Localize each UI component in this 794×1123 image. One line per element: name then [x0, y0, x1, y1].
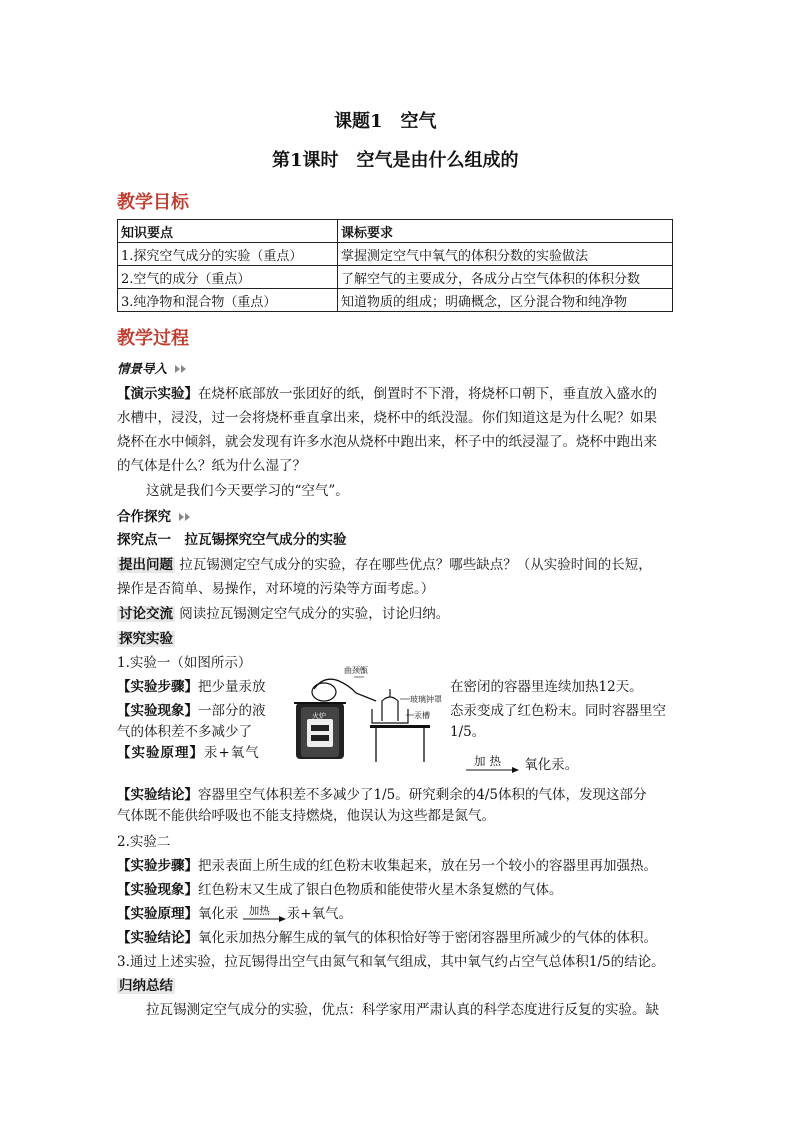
table-header: 知识要点	[118, 220, 338, 243]
table-cell: 2.空气的成分（重点）	[118, 266, 338, 289]
double-arrow-icon	[174, 364, 188, 374]
discuss-label: 讨论交流	[119, 606, 173, 622]
table-cell: 知道物质的组成；明确概念，区分混合物和纯净物	[338, 289, 673, 312]
exp2-principle-label: 【实验原理】	[117, 906, 198, 922]
page-title: 课题1 空气	[334, 111, 437, 132]
explore-label	[117, 627, 175, 651]
explore-label-text: 探究实验	[119, 631, 173, 647]
fig-label-mercury-trough: 汞槽	[414, 711, 430, 720]
exp2-phen-line	[117, 878, 563, 902]
exp1-phen-left-text: 一部分的液	[198, 703, 266, 719]
double-arrow-icon	[178, 512, 192, 522]
exp1-phen2-right: 1/5。	[450, 724, 486, 740]
table-cell: 1.探究空气成分的实验（重点）	[118, 243, 338, 266]
table-cell: 了解空气的主要成分，各成分占空气体积的体积分数	[338, 266, 673, 289]
coop-label	[117, 505, 192, 529]
intro-label-text: 情景导入	[117, 361, 168, 376]
heat-arrow	[466, 753, 520, 776]
exp2-phen-label: 【实验现象】	[117, 882, 198, 898]
exp1-principle-right: 氧化汞。	[524, 757, 579, 773]
exp1-phen-right: 态汞变成了红色粉末。同时容器里空	[450, 703, 666, 719]
exp1-steps-label: 【实验步骤】	[117, 679, 198, 695]
exp1-conc-text-1: 容器里空气体积差不多减少了1/5。研究剩余的4/5体积的气体，发现这部分	[198, 787, 647, 803]
demo-label: 【演示实验】	[117, 386, 198, 402]
question-line-2: 操作是否简单、易操作，对环境的污染等方面考虑。）	[117, 581, 435, 597]
apparatus-figure	[284, 667, 442, 765]
table-header-row	[118, 220, 673, 243]
summary-label-text: 归纳总结	[119, 978, 173, 994]
exp1-reaction	[466, 753, 578, 777]
exp1-conc-label: 【实验结论】	[117, 787, 198, 803]
demo-line-1	[117, 382, 657, 406]
table-cell: 掌握测定空气中氧气的体积分数的实验做法	[338, 243, 673, 266]
reaction-arrow-icon	[466, 766, 520, 774]
table-cell: 3.纯净物和混合物（重点）	[118, 289, 338, 312]
exp2-steps-line	[117, 854, 657, 878]
question-text-1: 拉瓦锡测定空气成分的实验，存在哪些优点？哪些缺点？（从实验时间的长短，	[179, 557, 652, 573]
conclusion-line-3: 3.通过上述实验，拉瓦锡得出空气由氮气和氧气组成，其中氧气约占空气总体积1/5的结论。	[117, 954, 665, 970]
exp2-title: 2.实验二	[117, 834, 171, 850]
exp2-steps-text: 把汞表面上所生成的红色粉末收集起来，放在另一个较小的容器里再加强热。	[198, 858, 657, 874]
question-line-1	[117, 553, 652, 577]
demo-line-4: 的气体是什么？纸为什么湿了？	[117, 458, 306, 474]
question-label: 提出问题	[119, 557, 173, 573]
table-row	[118, 243, 673, 266]
discuss-line	[117, 602, 449, 626]
page-subtitle: 第1课时 空气是由什么组成的	[272, 150, 519, 171]
demo-line-3: 烧杯在水中倾斜，就会发现有许多水泡从烧杯中跑出来，杯子中的纸浸湿了。烧杯中跑出来	[117, 434, 657, 450]
exp1-principle-left-text: 汞+氧气	[204, 745, 260, 761]
exp1-principle-left	[117, 741, 260, 765]
exp1-steps-left-text: 把少量汞放	[198, 679, 266, 695]
summary-text: 拉瓦锡测定空气成分的实验，优点：科学家用严肃认真的科学态度进行反复的实验。缺	[146, 1002, 659, 1018]
goals-table	[117, 219, 673, 312]
exp1-phen-label: 【实验现象】	[117, 703, 198, 719]
exp2-principle-left: 氧化汞	[198, 906, 239, 922]
discuss-text: 阅读拉瓦锡测定空气成分的实验，讨论归纳。	[179, 606, 450, 622]
demo-line-5: 这就是我们今天要学习的“空气”。	[146, 483, 349, 499]
exp1-conc-line-2: 气体既不能供给呼吸也不能支持燃烧，他误认为这些都是氮气。	[117, 808, 495, 824]
exp2-conc-line	[117, 926, 657, 950]
exp2-steps-label: 【实验步骤】	[117, 858, 198, 874]
demo-line-2: 水槽中，浸没，过一会将烧杯垂直拿出来，烧杯中的纸没湿。你们知道这是为什么呢？如果	[117, 410, 657, 426]
exp2-principle-line	[117, 902, 352, 926]
heat-label: 加热	[474, 753, 505, 768]
heat-label: 加热	[248, 904, 270, 917]
exp1-phen2-left: 气的体积差不多减少了	[117, 724, 252, 740]
point1-heading: 探究点一 拉瓦锡探究空气成分的实验	[117, 532, 347, 548]
reaction-arrow-icon	[243, 915, 287, 923]
exp2-conc-text: 氧化汞加热分解生成的氧气的体积恰好等于密闭容器里所减少的气体的体积。	[198, 930, 657, 946]
intro-label	[117, 358, 188, 377]
exp2-principle-right: 汞+氧气。	[286, 906, 353, 922]
exp1-steps-left	[117, 675, 266, 699]
exp1-principle-label: 【实验原理】	[117, 745, 204, 761]
fig-label-furnace: 火炉	[312, 712, 326, 720]
exp2-phen-text: 红色粉末又生成了银白色物质和能使带火星木条复燃的气体。	[198, 882, 563, 898]
table-row	[118, 266, 673, 289]
fig-label-bell-jar: 玻璃钟罩	[410, 695, 442, 704]
exp1-title: 1.实验一（如图所示）	[117, 655, 252, 671]
fig-label-retort: 曲颈甑	[344, 666, 368, 675]
process-heading: 教学过程	[117, 328, 189, 349]
table-header: 课标要求	[338, 220, 673, 243]
exp1-steps-right: 在密闭的容器里连续加热12天。	[450, 679, 643, 695]
heat-arrow	[243, 905, 287, 925]
goals-heading: 教学目标	[117, 192, 189, 213]
demo-text-1: 在烧杯底部放一张团好的纸，倒置时不下滑，将烧杯口朝下，垂直放入盛水的	[198, 386, 657, 402]
table-row	[118, 289, 673, 312]
exp2-conc-label: 【实验结论】	[117, 930, 198, 946]
coop-label-text: 合作探究	[117, 509, 171, 525]
summary-label	[117, 974, 175, 998]
